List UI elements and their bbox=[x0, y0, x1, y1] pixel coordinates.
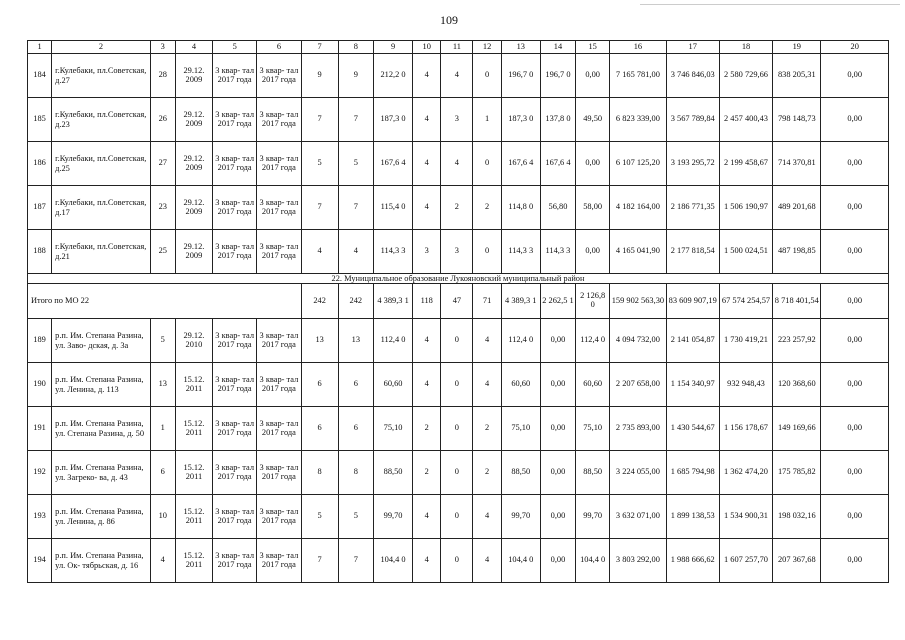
address-cell: р.п. Им. Степана Разина, ул. Степана Разина, д. 50 bbox=[52, 407, 151, 451]
value-cell: 112,4 0 bbox=[501, 319, 540, 363]
value-cell: 114,3 3 bbox=[501, 230, 540, 274]
address-cell: р.п. Им. Степана Разина, ул. Заво- дская, д. 3а bbox=[52, 319, 151, 363]
value-cell: 187,3 0 bbox=[501, 98, 540, 142]
table-row bbox=[28, 539, 889, 583]
value-cell: 58,00 bbox=[576, 186, 610, 230]
value-cell: 4 bbox=[441, 54, 473, 98]
value-cell: 5 bbox=[301, 142, 338, 186]
value-cell: 7 bbox=[301, 186, 338, 230]
total-label: Итого по МО 22 bbox=[28, 284, 302, 319]
address-cell: р.п. Им. Степана Разина, ул. Ленина, д. 113 bbox=[52, 363, 151, 407]
value-cell: 1 500 024,51 bbox=[719, 230, 772, 274]
value-cell: 88,50 bbox=[501, 451, 540, 495]
column-number-20: 20 bbox=[821, 41, 889, 54]
value-cell: 6 bbox=[301, 363, 338, 407]
value-cell: 1 506 190,97 bbox=[719, 186, 772, 230]
column-number-4: 4 bbox=[175, 41, 212, 54]
value-cell: 29.12. 2009 bbox=[175, 230, 212, 274]
value-cell: 0,00 bbox=[821, 451, 889, 495]
value-cell: 3 квар- тал 2017 года bbox=[257, 495, 301, 539]
value-cell: 3 квар- тал 2017 года bbox=[257, 230, 301, 274]
value-cell: 4 bbox=[413, 495, 441, 539]
page-number: 109 bbox=[440, 13, 458, 27]
table-row bbox=[28, 186, 889, 230]
value-cell: 2 199 458,67 bbox=[719, 142, 772, 186]
value-cell: 1 899 138,53 bbox=[666, 495, 719, 539]
value-cell: 3 квар- тал 2017 года bbox=[213, 142, 257, 186]
value-cell: 0,00 bbox=[540, 407, 575, 451]
value-cell: 75,10 bbox=[373, 407, 412, 451]
address-cell: г.Кулебаки, пл.Советская, д.23 bbox=[52, 98, 151, 142]
value-cell: 0 bbox=[441, 539, 473, 583]
value-cell: 8 bbox=[301, 451, 338, 495]
total-value-cell: 242 bbox=[301, 284, 338, 319]
value-cell: 0,00 bbox=[821, 495, 889, 539]
value-cell: 2 bbox=[473, 186, 501, 230]
value-cell: 0,00 bbox=[821, 407, 889, 451]
value-cell: 4 bbox=[413, 142, 441, 186]
row-number-cell: 184 bbox=[28, 54, 52, 98]
row-number-cell: 191 bbox=[28, 407, 52, 451]
value-cell: 99,70 bbox=[576, 495, 610, 539]
value-cell: 187,3 0 bbox=[373, 98, 412, 142]
value-cell: 4 bbox=[413, 186, 441, 230]
value-cell: 9 bbox=[338, 54, 373, 98]
value-cell: 3 224 055,00 bbox=[610, 451, 666, 495]
value-cell: 6 bbox=[150, 451, 175, 495]
value-cell: 932 948,43 bbox=[719, 363, 772, 407]
value-cell: 2 bbox=[473, 451, 501, 495]
value-cell: 3 квар- тал 2017 года bbox=[213, 98, 257, 142]
value-cell: 114,3 3 bbox=[540, 230, 575, 274]
value-cell: 212,2 0 bbox=[373, 54, 412, 98]
value-cell: 2 580 729,66 bbox=[719, 54, 772, 98]
row-number-cell: 192 bbox=[28, 451, 52, 495]
row-number-cell: 185 bbox=[28, 98, 52, 142]
value-cell: 23 bbox=[150, 186, 175, 230]
value-cell: 196,7 0 bbox=[501, 54, 540, 98]
value-cell: 4 bbox=[413, 539, 441, 583]
value-cell: 838 205,31 bbox=[773, 54, 821, 98]
table-row bbox=[28, 54, 889, 98]
column-number-row bbox=[28, 41, 889, 54]
value-cell: 115,4 0 bbox=[373, 186, 412, 230]
column-number-11: 11 bbox=[441, 41, 473, 54]
value-cell: 1 bbox=[150, 407, 175, 451]
value-cell: 114,3 3 bbox=[373, 230, 412, 274]
column-number-16: 16 bbox=[610, 41, 666, 54]
value-cell: 2 bbox=[441, 186, 473, 230]
total-value-cell: 159 902 563,30 bbox=[610, 284, 666, 319]
address-cell: р.п. Им. Степана Разина, ул. Ок- тябрьская, д. 16 bbox=[52, 539, 151, 583]
value-cell: 9 bbox=[301, 54, 338, 98]
total-value-cell: 2 126,8 0 bbox=[576, 284, 610, 319]
value-cell: 0,00 bbox=[540, 451, 575, 495]
value-cell: 56,80 bbox=[540, 186, 575, 230]
value-cell: 0 bbox=[441, 407, 473, 451]
value-cell: 7 bbox=[338, 186, 373, 230]
value-cell: 3 746 846,03 bbox=[666, 54, 719, 98]
total-value-cell: 67 574 254,57 bbox=[719, 284, 772, 319]
column-number-3: 3 bbox=[150, 41, 175, 54]
value-cell: 3 квар- тал 2017 года bbox=[213, 230, 257, 274]
value-cell: 7 bbox=[301, 98, 338, 142]
column-number-19: 19 bbox=[773, 41, 821, 54]
value-cell: 104,4 0 bbox=[373, 539, 412, 583]
value-cell: 15.12. 2011 bbox=[175, 495, 212, 539]
column-number-17: 17 bbox=[666, 41, 719, 54]
value-cell: 0,00 bbox=[821, 98, 889, 142]
value-cell: 0,00 bbox=[576, 54, 610, 98]
value-cell: 0,00 bbox=[821, 142, 889, 186]
value-cell: 6 823 339,00 bbox=[610, 98, 666, 142]
value-cell: 4 bbox=[413, 363, 441, 407]
value-cell: 0,00 bbox=[821, 363, 889, 407]
row-number-cell: 187 bbox=[28, 186, 52, 230]
total-value-cell: 242 bbox=[338, 284, 373, 319]
value-cell: 7 bbox=[338, 98, 373, 142]
housing-program-table bbox=[27, 40, 889, 583]
value-cell: 3 bbox=[441, 98, 473, 142]
value-cell: 10 bbox=[150, 495, 175, 539]
value-cell: 29.12. 2010 bbox=[175, 319, 212, 363]
value-cell: 3 bbox=[413, 230, 441, 274]
value-cell: 0,00 bbox=[540, 363, 575, 407]
value-cell: 3 квар- тал 2017 года bbox=[257, 319, 301, 363]
total-value-cell: 118 bbox=[413, 284, 441, 319]
table-row bbox=[28, 98, 889, 142]
value-cell: 487 198,85 bbox=[773, 230, 821, 274]
value-cell: 5 bbox=[301, 495, 338, 539]
value-cell: 3 квар- тал 2017 года bbox=[213, 495, 257, 539]
address-cell: г.Кулебаки, пл.Советская, д.27 bbox=[52, 54, 151, 98]
row-number-cell: 190 bbox=[28, 363, 52, 407]
address-cell: р.п. Им. Степана Разина, ул. Загреко- ва, д. 43 bbox=[52, 451, 151, 495]
value-cell: 2 177 818,54 bbox=[666, 230, 719, 274]
table-row bbox=[28, 363, 889, 407]
section-header-row bbox=[28, 274, 889, 284]
value-cell: 2 141 054,87 bbox=[666, 319, 719, 363]
value-cell: 15.12. 2011 bbox=[175, 407, 212, 451]
total-value-cell: 47 bbox=[441, 284, 473, 319]
value-cell: 207 367,68 bbox=[773, 539, 821, 583]
value-cell: 1 685 794,98 bbox=[666, 451, 719, 495]
value-cell: 3 567 789,84 bbox=[666, 98, 719, 142]
value-cell: 3 квар- тал 2017 года bbox=[257, 54, 301, 98]
value-cell: 29.12. 2009 bbox=[175, 98, 212, 142]
value-cell: 3 квар- тал 2017 года bbox=[257, 186, 301, 230]
value-cell: 29.12. 2009 bbox=[175, 186, 212, 230]
address-cell: г.Кулебаки, пл.Советская, д.25 bbox=[52, 142, 151, 186]
column-number-5: 5 bbox=[213, 41, 257, 54]
value-cell: 4 bbox=[473, 363, 501, 407]
value-cell: 3 квар- тал 2017 года bbox=[213, 319, 257, 363]
value-cell: 104,4 0 bbox=[576, 539, 610, 583]
value-cell: 6 107 125,20 bbox=[610, 142, 666, 186]
value-cell: 167,6 4 bbox=[540, 142, 575, 186]
value-cell: 3 квар- тал 2017 года bbox=[257, 407, 301, 451]
total-value-cell: 4 389,3 1 bbox=[373, 284, 412, 319]
value-cell: 99,70 bbox=[501, 495, 540, 539]
row-number-cell: 194 bbox=[28, 539, 52, 583]
value-cell: 0 bbox=[441, 319, 473, 363]
row-number-cell: 186 bbox=[28, 142, 52, 186]
scan-edge-line bbox=[640, 4, 900, 5]
column-number-14: 14 bbox=[540, 41, 575, 54]
value-cell: 4 bbox=[413, 54, 441, 98]
column-number-12: 12 bbox=[473, 41, 501, 54]
value-cell: 104,4 0 bbox=[501, 539, 540, 583]
value-cell: 60,60 bbox=[576, 363, 610, 407]
value-cell: 4 bbox=[338, 230, 373, 274]
value-cell: 4 bbox=[441, 142, 473, 186]
value-cell: 1 156 178,67 bbox=[719, 407, 772, 451]
value-cell: 798 148,73 bbox=[773, 98, 821, 142]
table-body bbox=[28, 41, 889, 583]
value-cell: 198 032,16 bbox=[773, 495, 821, 539]
value-cell: 88,50 bbox=[576, 451, 610, 495]
total-value-cell: 71 bbox=[473, 284, 501, 319]
value-cell: 0 bbox=[441, 451, 473, 495]
column-number-7: 7 bbox=[301, 41, 338, 54]
value-cell: 60,60 bbox=[501, 363, 540, 407]
value-cell: 7 bbox=[338, 539, 373, 583]
value-cell: 5 bbox=[338, 495, 373, 539]
table-row bbox=[28, 451, 889, 495]
value-cell: 0 bbox=[473, 230, 501, 274]
value-cell: 4 182 164,00 bbox=[610, 186, 666, 230]
value-cell: 3 квар- тал 2017 года bbox=[213, 539, 257, 583]
total-value-cell: 4 389,3 1 bbox=[501, 284, 540, 319]
value-cell: 2 bbox=[473, 407, 501, 451]
address-cell: р.п. Им. Степана Разина, ул. Ленина, д. 86 bbox=[52, 495, 151, 539]
value-cell: 4 bbox=[150, 539, 175, 583]
value-cell: 15.12. 2011 bbox=[175, 451, 212, 495]
value-cell: 0,00 bbox=[540, 495, 575, 539]
value-cell: 4 bbox=[413, 98, 441, 142]
value-cell: 3 квар- тал 2017 года bbox=[213, 451, 257, 495]
value-cell: 1 988 666,62 bbox=[666, 539, 719, 583]
value-cell: 6 bbox=[301, 407, 338, 451]
value-cell: 0,00 bbox=[821, 186, 889, 230]
column-number-18: 18 bbox=[719, 41, 772, 54]
value-cell: 137,8 0 bbox=[540, 98, 575, 142]
value-cell: 29.12. 2009 bbox=[175, 142, 212, 186]
total-value-cell: 83 609 907,19 bbox=[666, 284, 719, 319]
value-cell: 3 квар- тал 2017 года bbox=[257, 98, 301, 142]
total-value-cell: 0,00 bbox=[821, 284, 889, 319]
column-number-2: 2 bbox=[52, 41, 151, 54]
value-cell: 4 bbox=[473, 539, 501, 583]
value-cell: 4 bbox=[473, 495, 501, 539]
value-cell: 4 bbox=[473, 319, 501, 363]
value-cell: 60,60 bbox=[373, 363, 412, 407]
column-number-13: 13 bbox=[501, 41, 540, 54]
value-cell: 112,4 0 bbox=[576, 319, 610, 363]
value-cell: 0,00 bbox=[576, 142, 610, 186]
value-cell: 489 201,68 bbox=[773, 186, 821, 230]
address-cell: г.Кулебаки, пл.Советская, д.21 bbox=[52, 230, 151, 274]
row-number-cell: 189 bbox=[28, 319, 52, 363]
column-number-15: 15 bbox=[576, 41, 610, 54]
table-row bbox=[28, 230, 889, 274]
value-cell: 0,00 bbox=[821, 319, 889, 363]
table-row bbox=[28, 407, 889, 451]
value-cell: 28 bbox=[150, 54, 175, 98]
value-cell: 0,00 bbox=[821, 230, 889, 274]
value-cell: 114,8 0 bbox=[501, 186, 540, 230]
value-cell: 1 607 257,70 bbox=[719, 539, 772, 583]
value-cell: 1 534 900,31 bbox=[719, 495, 772, 539]
value-cell: 8 bbox=[338, 451, 373, 495]
value-cell: 0 bbox=[441, 495, 473, 539]
value-cell: 3 803 292,00 bbox=[610, 539, 666, 583]
value-cell: 13 bbox=[338, 319, 373, 363]
value-cell: 15.12. 2011 bbox=[175, 539, 212, 583]
value-cell: 4 094 732,00 bbox=[610, 319, 666, 363]
value-cell: 5 bbox=[338, 142, 373, 186]
value-cell: 6 bbox=[338, 407, 373, 451]
value-cell: 29.12. 2009 bbox=[175, 54, 212, 98]
value-cell: 0 bbox=[473, 54, 501, 98]
table-row bbox=[28, 319, 889, 363]
value-cell: 167,6 4 bbox=[501, 142, 540, 186]
value-cell: 196,7 0 bbox=[540, 54, 575, 98]
value-cell: 112,4 0 bbox=[373, 319, 412, 363]
address-cell: г.Кулебаки, пл.Советская, д.17 bbox=[52, 186, 151, 230]
value-cell: 3 квар- тал 2017 года bbox=[213, 363, 257, 407]
value-cell: 6 bbox=[338, 363, 373, 407]
total-value-cell: 2 262,5 1 bbox=[540, 284, 575, 319]
value-cell: 25 bbox=[150, 230, 175, 274]
value-cell: 4 165 041,90 bbox=[610, 230, 666, 274]
value-cell: 99,70 bbox=[373, 495, 412, 539]
value-cell: 0 bbox=[473, 142, 501, 186]
value-cell: 2 457 400,43 bbox=[719, 98, 772, 142]
value-cell: 223 257,92 bbox=[773, 319, 821, 363]
row-number-cell: 188 bbox=[28, 230, 52, 274]
value-cell: 13 bbox=[150, 363, 175, 407]
value-cell: 75,10 bbox=[576, 407, 610, 451]
value-cell: 1 430 544,67 bbox=[666, 407, 719, 451]
value-cell: 26 bbox=[150, 98, 175, 142]
value-cell: 1 bbox=[473, 98, 501, 142]
value-cell: 0,00 bbox=[576, 230, 610, 274]
value-cell: 0,00 bbox=[821, 54, 889, 98]
value-cell: 1 154 340,97 bbox=[666, 363, 719, 407]
value-cell: 0,00 bbox=[540, 539, 575, 583]
column-number-10: 10 bbox=[413, 41, 441, 54]
value-cell: 120 368,60 bbox=[773, 363, 821, 407]
value-cell: 0,00 bbox=[821, 539, 889, 583]
value-cell: 167,6 4 bbox=[373, 142, 412, 186]
value-cell: 175 785,82 bbox=[773, 451, 821, 495]
value-cell: 49,50 bbox=[576, 98, 610, 142]
value-cell: 3 632 071,00 bbox=[610, 495, 666, 539]
value-cell: 3 квар- тал 2017 года bbox=[257, 363, 301, 407]
value-cell: 3 квар- тал 2017 года bbox=[213, 54, 257, 98]
value-cell: 2 735 893,00 bbox=[610, 407, 666, 451]
value-cell: 0,00 bbox=[540, 319, 575, 363]
value-cell: 4 bbox=[413, 319, 441, 363]
value-cell: 2 bbox=[413, 407, 441, 451]
value-cell: 3 квар- тал 2017 года bbox=[257, 451, 301, 495]
value-cell: 2 bbox=[413, 451, 441, 495]
value-cell: 3 квар- тал 2017 года bbox=[213, 407, 257, 451]
value-cell: 5 bbox=[150, 319, 175, 363]
total-row bbox=[28, 284, 889, 319]
value-cell: 3 квар- тал 2017 года bbox=[257, 142, 301, 186]
value-cell: 3 квар- тал 2017 года bbox=[257, 539, 301, 583]
value-cell: 3 bbox=[441, 230, 473, 274]
column-number-8: 8 bbox=[338, 41, 373, 54]
value-cell: 13 bbox=[301, 319, 338, 363]
value-cell: 714 370,81 bbox=[773, 142, 821, 186]
value-cell: 2 207 658,00 bbox=[610, 363, 666, 407]
value-cell: 3 193 295,72 bbox=[666, 142, 719, 186]
column-number-1: 1 bbox=[28, 41, 52, 54]
value-cell: 88,50 bbox=[373, 451, 412, 495]
value-cell: 7 bbox=[301, 539, 338, 583]
value-cell: 0 bbox=[441, 363, 473, 407]
total-value-cell: 8 718 401,54 bbox=[773, 284, 821, 319]
value-cell: 75,10 bbox=[501, 407, 540, 451]
column-number-6: 6 bbox=[257, 41, 301, 54]
value-cell: 4 bbox=[301, 230, 338, 274]
value-cell: 2 186 771,35 bbox=[666, 186, 719, 230]
value-cell: 1 730 419,21 bbox=[719, 319, 772, 363]
column-number-9: 9 bbox=[373, 41, 412, 54]
value-cell: 3 квар- тал 2017 года bbox=[213, 186, 257, 230]
table-row bbox=[28, 495, 889, 539]
value-cell: 1 362 474,20 bbox=[719, 451, 772, 495]
value-cell: 149 169,66 bbox=[773, 407, 821, 451]
value-cell: 15.12. 2011 bbox=[175, 363, 212, 407]
value-cell: 27 bbox=[150, 142, 175, 186]
value-cell: 7 165 781,00 bbox=[610, 54, 666, 98]
row-number-cell: 193 bbox=[28, 495, 52, 539]
section-title: 22. Муниципальное образование Лукояновский муниципальный район bbox=[28, 274, 889, 284]
table-row bbox=[28, 142, 889, 186]
